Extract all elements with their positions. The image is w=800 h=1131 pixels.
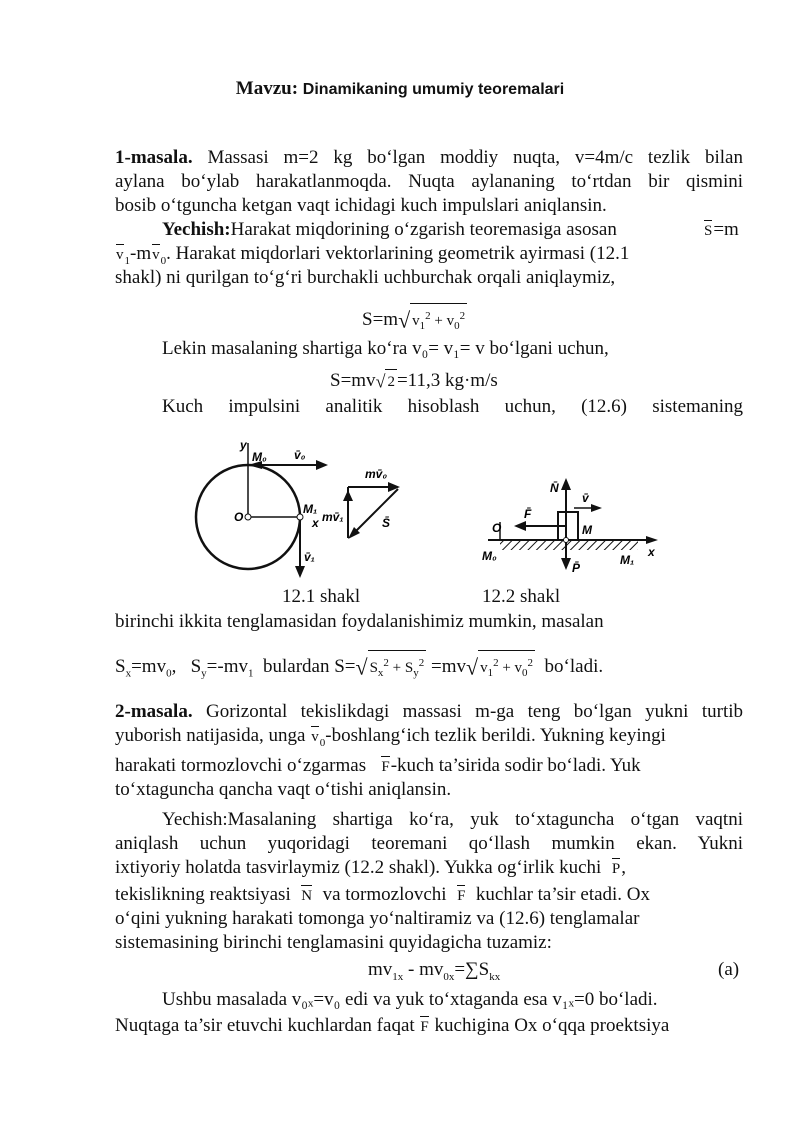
fig2-m-label: M: [582, 523, 592, 537]
fig1-x-label: x: [312, 516, 319, 530]
p1-line-lekin: Lekin masalaning shartiga ko‘ra v₀= v₁= v bo‘lgani uchun,: [162, 338, 609, 359]
fig2-v-label: v̄: [582, 491, 589, 505]
figure-12-2-caption: 12.2 shakl: [482, 586, 561, 607]
p2-s4c: kuchlar ta’sir etadi. Ox: [475, 884, 651, 905]
p2-line-1: [115, 700, 743, 724]
p2-solution-2: aniqlash uchun yuqoridagi teoremani qo‘llash mumkin ekan. Yukni: [115, 833, 743, 854]
equation-a: $mv_{1x} - mv_{0x}=\sum S_{kx}$: [368, 959, 501, 983]
p2-l2a: yuborish natijasida, unga: [115, 725, 306, 746]
p2-s4a: tekislikning reaktsiyasi: [115, 884, 291, 905]
formula-1-left: S=m: [362, 308, 399, 330]
p2-solution-1: Yechish:Masalaning shartiga ko‘ra, yuk to‘xtaguncha o‘tgan vaqtni: [162, 809, 743, 830]
fig2-m0-label: M₀: [482, 549, 497, 563]
figure-12-2: [478, 472, 668, 580]
figure-12-1: [190, 435, 440, 585]
boladi-text: bo‘ladi.: [544, 655, 604, 677]
p2-text-1: Gorizontal tekislikdagi massasi m-ga teng bo‘lgan yukni turtib: [205, 701, 744, 722]
p2-l3a: harakati tormozlovchi o‘zgarmas: [115, 755, 367, 776]
p2-u2a: Nuqtaga ta’sir etuvchi kuchlardan faqat: [115, 1015, 415, 1036]
p2-l3b: -kuch ta’sirida sodir bo‘ladi. Yuk: [390, 755, 641, 776]
p1-text-1: Massasi m=2 kg bo‘lgan moddiy nuqta, v=4m/c tezlik bilan: [207, 147, 743, 168]
bulardan-text: bulardan S=: [262, 655, 356, 677]
title-text: Dinamikaning umumiy teoremalari: [302, 81, 565, 98]
title-label: Mavzu:: [235, 78, 299, 99]
formula-2-tail: =11,3 kg·m/s: [396, 370, 498, 391]
page-title: [0, 78, 800, 100]
sol-l2: -m: [130, 243, 152, 264]
p2-line-3: harakati tormozlovchi o‘zgarmas F-kuch ta’sirida sodir bo‘ladi. Yuk: [115, 754, 641, 779]
fig1-m0-label: M₀: [252, 450, 267, 464]
p2-last-line: Nuqtaga ta’sir etuvchi kuchlardan faqat F kuchigina Ox o‘qqa proektsiya: [115, 1014, 669, 1039]
problem1-heading: 1-masala.: [115, 147, 193, 168]
formula-s-inline: S=m: [703, 218, 739, 243]
p1-solution-line-3: shakl) ni qurilgan to‘g‘ri burchakli uchburchak orqali aniqlaymiz,: [115, 267, 616, 288]
figure-12-1-caption: 12.1 shakl: [282, 586, 361, 607]
p1-solution-line-2: $v_1-mv_0$. Harakat miqdorlari vektorlarining geometrik ayirmasi (12.1: [116, 243, 630, 267]
formula-2: S=mv√ 2 =11,3 kg·m/s: [330, 369, 498, 394]
fig1-mv0-label: mv̄₀: [365, 467, 388, 481]
p2-l2b: -boshlang‘ich tezlik berildi. Yukning keyingi: [325, 725, 666, 746]
p2-s3: ixtiyoriy holatda tasvirlaymiz (12.2 shakl). Yukka og‘irlik kuchi: [115, 857, 602, 878]
sol-text-1: Harakat miqdorining o‘zgarish teoremasiga asosan: [230, 219, 617, 240]
fig1-y-label: y: [240, 438, 247, 452]
fig1-mv1-label: mv̄₁: [322, 510, 344, 524]
formula-2-left: S=mv: [330, 370, 376, 391]
problem2-heading: 2-masala.: [115, 701, 193, 722]
equation-a-label: (a): [718, 959, 740, 980]
p2-solution-3: ixtiyoriy holatda tasvirlaymiz (12.2 shakl). Yukka og‘irlik kuchi P,: [115, 856, 626, 881]
formula-3-eq: =mv: [430, 655, 466, 677]
p1-line-birinchi: birinchi ikkita tenglamasidan foydalanishimiz mumkin, masalan: [115, 611, 604, 632]
fig2-x-label: x: [648, 545, 655, 559]
p1-line-1: [115, 146, 743, 170]
fig1-m1-label: M₁: [303, 502, 318, 516]
sol-l2b: . Harakat miqdorlari vektorlarining geometrik ayirmasi (12.1: [166, 243, 630, 264]
p2-u2b: kuchigina Ox o‘qqa proektsiya: [434, 1015, 670, 1036]
p2-ushbu-line: Ushbu masalada v₀ₓ=v₀ edi va yuk to‘xtaganda esa v₁ₓ=0 bo‘ladi.: [162, 989, 658, 1010]
p2-line-2: yuborish natijasida, unga $v_0-boshlang‘ich$ tezlik berildi. Yukning keyingi: [115, 725, 666, 749]
fig2-p-label: P̄: [572, 561, 581, 575]
p1-line-kuch: Kuch impulsini analitik hisoblash uchun, (12.6) sistemaning: [162, 396, 743, 417]
fig2-n-label: N̄: [550, 481, 559, 495]
p2-line-4: to‘xtaguncha qancha vaqt o‘tishi aniqlansin.: [115, 779, 452, 800]
formula-1: S=m√ $v_1^2 + v_0^2$: [362, 303, 467, 338]
fig1-o-label: O: [234, 510, 244, 524]
fig1-v0-label: v̄₀: [294, 448, 306, 462]
fig1-s-label: S̄: [382, 516, 391, 530]
p2-solution-4: tekislikning reaktsiyasi N va tormozlovchi F kuchlar ta’sir etadi. Ox: [115, 883, 650, 908]
fig2-o-label: O: [492, 521, 502, 535]
formula-sx-sy: $S_x=mv_0$, $S_y=-mv_1$ bulardan S=√ $S_x^2 + S_y^2 =mv√$ $v_1^2 + v_0^2$ bo‘ladi.: [115, 650, 603, 686]
p1-line-2: aylana bo‘ylab harakatlanmoqda. Nuqta aylananing to‘rtdan bir qismini: [115, 171, 743, 192]
p1-solution-line-1: [162, 218, 617, 242]
p2-solution-6: sistemasining birinchi tenglamasini quyidagicha tuzamiz:: [115, 932, 552, 953]
p2-s4b: va tormozlovchi: [322, 884, 447, 905]
p2-solution-5: o‘qini yukning harakati tomonga yo‘naltiramiz va (12.6) tenglamalar: [115, 908, 640, 929]
fig1-v1-label: v̄₁: [304, 550, 315, 564]
p1-line-3: bosib o‘tguncha ketgan vaqt ichidagi kuch impulslari aniqlansin.: [115, 195, 607, 216]
solution-label: Yechish:: [162, 219, 231, 240]
fig2-m1-label: M₁: [620, 553, 635, 567]
fig2-f-label: F̄: [524, 507, 532, 521]
